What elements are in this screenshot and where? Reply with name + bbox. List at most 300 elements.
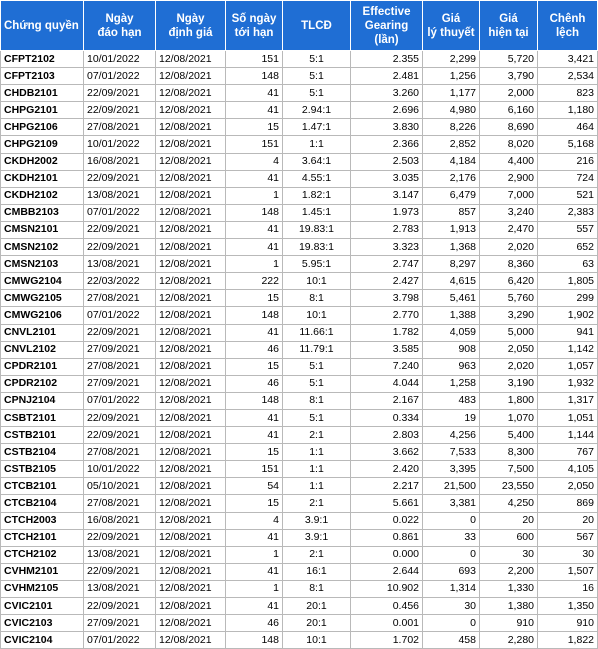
cell-effective-gearing: 3.585 bbox=[351, 341, 423, 358]
table-row bbox=[1, 102, 598, 119]
cell-warrant-code: CMSN2101 bbox=[1, 221, 84, 238]
cell-conversion-ratio: 3.9:1 bbox=[283, 512, 351, 529]
cell-current-price: 3,240 bbox=[480, 204, 538, 221]
cell-valuation-date: 12/08/2021 bbox=[156, 478, 226, 495]
cell-valuation-date: 12/08/2021 bbox=[156, 51, 226, 68]
cell-difference: 1,822 bbox=[538, 632, 598, 649]
cell-current-price: 7,000 bbox=[480, 187, 538, 204]
cell-warrant-code: CVHM2101 bbox=[1, 563, 84, 580]
cell-warrant-code: CKDH2002 bbox=[1, 153, 84, 170]
cell-effective-gearing: 3.798 bbox=[351, 290, 423, 307]
cell-days-to-maturity: 46 bbox=[226, 375, 283, 392]
cell-current-price: 23,550 bbox=[480, 478, 538, 495]
cell-effective-gearing: 3.260 bbox=[351, 85, 423, 102]
cell-difference: 1,142 bbox=[538, 341, 598, 358]
cell-days-to-maturity: 148 bbox=[226, 392, 283, 409]
cell-effective-gearing: 2.366 bbox=[351, 136, 423, 153]
header-conversion-ratio: TLCĐ bbox=[283, 1, 351, 51]
cell-effective-gearing: 2.355 bbox=[351, 51, 423, 68]
cell-valuation-date: 12/08/2021 bbox=[156, 444, 226, 461]
cell-theoretical-price: 1,388 bbox=[423, 307, 480, 324]
cell-effective-gearing: 5.661 bbox=[351, 495, 423, 512]
cell-conversion-ratio: 5:1 bbox=[283, 85, 351, 102]
cell-theoretical-price: 908 bbox=[423, 341, 480, 358]
cell-maturity-date: 07/01/2022 bbox=[84, 204, 156, 221]
cell-effective-gearing: 1.702 bbox=[351, 632, 423, 649]
cell-valuation-date: 12/08/2021 bbox=[156, 529, 226, 546]
cell-warrant-code: CVHM2105 bbox=[1, 580, 84, 597]
cell-effective-gearing: 2.803 bbox=[351, 427, 423, 444]
cell-maturity-date: 07/01/2022 bbox=[84, 68, 156, 85]
cell-maturity-date: 22/09/2021 bbox=[84, 221, 156, 238]
cell-current-price: 6,160 bbox=[480, 102, 538, 119]
cell-difference: 2,534 bbox=[538, 68, 598, 85]
cell-theoretical-price: 0 bbox=[423, 512, 480, 529]
cell-valuation-date: 12/08/2021 bbox=[156, 102, 226, 119]
cell-valuation-date: 12/08/2021 bbox=[156, 615, 226, 632]
cell-warrant-code: CMWG2105 bbox=[1, 290, 84, 307]
cell-theoretical-price: 6,479 bbox=[423, 187, 480, 204]
table-row bbox=[1, 204, 598, 221]
cell-maturity-date: 07/01/2022 bbox=[84, 392, 156, 409]
cell-valuation-date: 12/08/2021 bbox=[156, 461, 226, 478]
cell-warrant-code: CKDH2102 bbox=[1, 187, 84, 204]
cell-days-to-maturity: 222 bbox=[226, 273, 283, 290]
cell-warrant-code: CPDR2102 bbox=[1, 375, 84, 392]
cell-warrant-code: CMSN2103 bbox=[1, 256, 84, 273]
table-row bbox=[1, 68, 598, 85]
cell-valuation-date: 12/08/2021 bbox=[156, 546, 226, 563]
cell-warrant-code: CMWG2106 bbox=[1, 307, 84, 324]
cell-conversion-ratio: 1:1 bbox=[283, 444, 351, 461]
cell-difference: 910 bbox=[538, 615, 598, 632]
cell-current-price: 2,020 bbox=[480, 239, 538, 256]
cell-conversion-ratio: 10:1 bbox=[283, 307, 351, 324]
cell-days-to-maturity: 54 bbox=[226, 478, 283, 495]
cell-theoretical-price: 3,381 bbox=[423, 495, 480, 512]
cell-difference: 464 bbox=[538, 119, 598, 136]
table-row bbox=[1, 444, 598, 461]
cell-maturity-date: 07/01/2022 bbox=[84, 632, 156, 649]
cell-conversion-ratio: 11.66:1 bbox=[283, 324, 351, 341]
cell-valuation-date: 12/08/2021 bbox=[156, 375, 226, 392]
cell-maturity-date: 10/01/2022 bbox=[84, 461, 156, 478]
table-row bbox=[1, 358, 598, 375]
cell-theoretical-price: 1,177 bbox=[423, 85, 480, 102]
cell-maturity-date: 27/08/2021 bbox=[84, 290, 156, 307]
table-header bbox=[1, 1, 598, 51]
cell-current-price: 2,280 bbox=[480, 632, 538, 649]
cell-valuation-date: 12/08/2021 bbox=[156, 324, 226, 341]
cell-difference: 1,057 bbox=[538, 358, 598, 375]
cell-warrant-code: CPNJ2104 bbox=[1, 392, 84, 409]
cell-current-price: 2,200 bbox=[480, 563, 538, 580]
cell-theoretical-price: 4,256 bbox=[423, 427, 480, 444]
cell-days-to-maturity: 15 bbox=[226, 290, 283, 307]
table-row bbox=[1, 529, 598, 546]
table-row bbox=[1, 221, 598, 238]
cell-effective-gearing: 2.783 bbox=[351, 221, 423, 238]
cell-days-to-maturity: 46 bbox=[226, 341, 283, 358]
cell-theoretical-price: 483 bbox=[423, 392, 480, 409]
cell-effective-gearing: 3.830 bbox=[351, 119, 423, 136]
cell-theoretical-price: 7,533 bbox=[423, 444, 480, 461]
cell-current-price: 5,720 bbox=[480, 51, 538, 68]
cell-valuation-date: 12/08/2021 bbox=[156, 221, 226, 238]
cell-current-price: 8,360 bbox=[480, 256, 538, 273]
cell-days-to-maturity: 41 bbox=[226, 170, 283, 187]
cell-theoretical-price: 2,852 bbox=[423, 136, 480, 153]
cell-days-to-maturity: 15 bbox=[226, 358, 283, 375]
cell-valuation-date: 12/08/2021 bbox=[156, 392, 226, 409]
cell-warrant-code: CFPT2102 bbox=[1, 51, 84, 68]
cell-theoretical-price: 30 bbox=[423, 598, 480, 615]
cell-difference: 5,168 bbox=[538, 136, 598, 153]
cell-theoretical-price: 693 bbox=[423, 563, 480, 580]
cell-difference: 823 bbox=[538, 85, 598, 102]
cell-theoretical-price: 19 bbox=[423, 409, 480, 426]
cell-difference: 652 bbox=[538, 239, 598, 256]
cell-current-price: 1,330 bbox=[480, 580, 538, 597]
table-row bbox=[1, 341, 598, 358]
table-row bbox=[1, 136, 598, 153]
cell-effective-gearing: 3.662 bbox=[351, 444, 423, 461]
cell-difference: 1,805 bbox=[538, 273, 598, 290]
cell-theoretical-price: 21,500 bbox=[423, 478, 480, 495]
cell-current-price: 5,400 bbox=[480, 427, 538, 444]
cell-maturity-date: 16/08/2021 bbox=[84, 153, 156, 170]
cell-conversion-ratio: 5:1 bbox=[283, 409, 351, 426]
cell-conversion-ratio: 3.64:1 bbox=[283, 153, 351, 170]
cell-theoretical-price: 4,980 bbox=[423, 102, 480, 119]
cell-theoretical-price: 458 bbox=[423, 632, 480, 649]
cell-difference: 1,180 bbox=[538, 102, 598, 119]
cell-warrant-code: CVIC2101 bbox=[1, 598, 84, 615]
cell-maturity-date: 22/09/2021 bbox=[84, 170, 156, 187]
cell-effective-gearing: 2.747 bbox=[351, 256, 423, 273]
cell-warrant-code: CMWG2104 bbox=[1, 273, 84, 290]
cell-theoretical-price: 1,368 bbox=[423, 239, 480, 256]
cell-days-to-maturity: 41 bbox=[226, 239, 283, 256]
cell-current-price: 8,300 bbox=[480, 444, 538, 461]
cell-effective-gearing: 0.456 bbox=[351, 598, 423, 615]
cell-warrant-code: CSBT2101 bbox=[1, 409, 84, 426]
cell-valuation-date: 12/08/2021 bbox=[156, 307, 226, 324]
table-row bbox=[1, 392, 598, 409]
cell-conversion-ratio: 1:1 bbox=[283, 136, 351, 153]
cell-difference: 1,350 bbox=[538, 598, 598, 615]
cell-valuation-date: 12/08/2021 bbox=[156, 273, 226, 290]
cell-theoretical-price: 4,184 bbox=[423, 153, 480, 170]
cell-conversion-ratio: 8:1 bbox=[283, 392, 351, 409]
cell-theoretical-price: 1,258 bbox=[423, 375, 480, 392]
cell-difference: 30 bbox=[538, 546, 598, 563]
cell-difference: 567 bbox=[538, 529, 598, 546]
cell-valuation-date: 12/08/2021 bbox=[156, 632, 226, 649]
cell-current-price: 2,900 bbox=[480, 170, 538, 187]
cell-days-to-maturity: 148 bbox=[226, 307, 283, 324]
cell-current-price: 2,470 bbox=[480, 221, 538, 238]
cell-valuation-date: 12/08/2021 bbox=[156, 153, 226, 170]
cell-current-price: 2,000 bbox=[480, 85, 538, 102]
table-row bbox=[1, 307, 598, 324]
cell-valuation-date: 12/08/2021 bbox=[156, 341, 226, 358]
table-row bbox=[1, 324, 598, 341]
cell-current-price: 8,020 bbox=[480, 136, 538, 153]
cell-warrant-code: CTCB2104 bbox=[1, 495, 84, 512]
cell-effective-gearing: 0.022 bbox=[351, 512, 423, 529]
cell-maturity-date: 22/09/2021 bbox=[84, 324, 156, 341]
cell-days-to-maturity: 148 bbox=[226, 68, 283, 85]
cell-maturity-date: 22/09/2021 bbox=[84, 598, 156, 615]
table-row bbox=[1, 563, 598, 580]
cell-warrant-code: CTCH2102 bbox=[1, 546, 84, 563]
cell-difference: 557 bbox=[538, 221, 598, 238]
cell-warrant-code: CHDB2101 bbox=[1, 85, 84, 102]
cell-maturity-date: 22/09/2021 bbox=[84, 102, 156, 119]
cell-warrant-code: CTCH2101 bbox=[1, 529, 84, 546]
cell-current-price: 600 bbox=[480, 529, 538, 546]
cell-difference: 16 bbox=[538, 580, 598, 597]
cell-warrant-code: CVIC2103 bbox=[1, 615, 84, 632]
cell-maturity-date: 10/01/2022 bbox=[84, 51, 156, 68]
cell-difference: 1,902 bbox=[538, 307, 598, 324]
cell-maturity-date: 27/09/2021 bbox=[84, 341, 156, 358]
cell-maturity-date: 13/08/2021 bbox=[84, 256, 156, 273]
cell-warrant-code: CNVL2102 bbox=[1, 341, 84, 358]
header-days-to-maturity: Số ngày tới hạn bbox=[226, 1, 283, 51]
cell-maturity-date: 22/09/2021 bbox=[84, 427, 156, 444]
cell-conversion-ratio: 1:1 bbox=[283, 478, 351, 495]
cell-theoretical-price: 8,297 bbox=[423, 256, 480, 273]
cell-valuation-date: 12/08/2021 bbox=[156, 427, 226, 444]
cell-warrant-code: CNVL2101 bbox=[1, 324, 84, 341]
cell-difference: 299 bbox=[538, 290, 598, 307]
cell-difference: 1,507 bbox=[538, 563, 598, 580]
cell-days-to-maturity: 41 bbox=[226, 102, 283, 119]
cell-current-price: 2,020 bbox=[480, 358, 538, 375]
cell-effective-gearing: 3.323 bbox=[351, 239, 423, 256]
table-row bbox=[1, 153, 598, 170]
cell-days-to-maturity: 148 bbox=[226, 204, 283, 221]
cell-current-price: 20 bbox=[480, 512, 538, 529]
cell-effective-gearing: 2.696 bbox=[351, 102, 423, 119]
cell-warrant-code: CSTB2101 bbox=[1, 427, 84, 444]
cell-warrant-code: CSTB2104 bbox=[1, 444, 84, 461]
cell-current-price: 3,790 bbox=[480, 68, 538, 85]
cell-days-to-maturity: 4 bbox=[226, 512, 283, 529]
cell-warrant-code: CPDR2101 bbox=[1, 358, 84, 375]
cell-theoretical-price: 5,461 bbox=[423, 290, 480, 307]
cell-maturity-date: 13/08/2021 bbox=[84, 546, 156, 563]
cell-warrant-code: CMSN2102 bbox=[1, 239, 84, 256]
cell-effective-gearing: 2.503 bbox=[351, 153, 423, 170]
header-warrant-code: Chứng quyền bbox=[1, 1, 84, 51]
cell-maturity-date: 22/09/2021 bbox=[84, 85, 156, 102]
cell-conversion-ratio: 19.83:1 bbox=[283, 221, 351, 238]
cell-valuation-date: 12/08/2021 bbox=[156, 563, 226, 580]
cell-current-price: 7,500 bbox=[480, 461, 538, 478]
table-row bbox=[1, 290, 598, 307]
cell-days-to-maturity: 1 bbox=[226, 187, 283, 204]
cell-valuation-date: 12/08/2021 bbox=[156, 290, 226, 307]
cell-days-to-maturity: 41 bbox=[226, 529, 283, 546]
cell-days-to-maturity: 15 bbox=[226, 495, 283, 512]
cell-days-to-maturity: 41 bbox=[226, 324, 283, 341]
cell-conversion-ratio: 10:1 bbox=[283, 632, 351, 649]
cell-warrant-code: CTCH2003 bbox=[1, 512, 84, 529]
cell-theoretical-price: 1,913 bbox=[423, 221, 480, 238]
table-row bbox=[1, 51, 598, 68]
cell-conversion-ratio: 10:1 bbox=[283, 273, 351, 290]
cell-current-price: 8,690 bbox=[480, 119, 538, 136]
cell-days-to-maturity: 148 bbox=[226, 632, 283, 649]
table-row bbox=[1, 461, 598, 478]
cell-theoretical-price: 1,314 bbox=[423, 580, 480, 597]
cell-valuation-date: 12/08/2021 bbox=[156, 512, 226, 529]
cell-days-to-maturity: 46 bbox=[226, 615, 283, 632]
header-effective-gearing: Effective Gearing (lần) bbox=[351, 1, 423, 51]
cell-conversion-ratio: 4.55:1 bbox=[283, 170, 351, 187]
cell-days-to-maturity: 151 bbox=[226, 51, 283, 68]
cell-current-price: 30 bbox=[480, 546, 538, 563]
cell-warrant-code: CVIC2104 bbox=[1, 632, 84, 649]
table-row bbox=[1, 615, 598, 632]
cell-theoretical-price: 4,615 bbox=[423, 273, 480, 290]
cell-maturity-date: 22/09/2021 bbox=[84, 529, 156, 546]
cell-difference: 1,932 bbox=[538, 375, 598, 392]
cell-conversion-ratio: 1:1 bbox=[283, 461, 351, 478]
cell-difference: 1,144 bbox=[538, 427, 598, 444]
cell-difference: 4,105 bbox=[538, 461, 598, 478]
cell-maturity-date: 27/08/2021 bbox=[84, 495, 156, 512]
cell-conversion-ratio: 2.94:1 bbox=[283, 102, 351, 119]
cell-difference: 20 bbox=[538, 512, 598, 529]
cell-days-to-maturity: 1 bbox=[226, 546, 283, 563]
cell-conversion-ratio: 1.47:1 bbox=[283, 119, 351, 136]
cell-effective-gearing: 3.147 bbox=[351, 187, 423, 204]
table-row bbox=[1, 256, 598, 273]
cell-difference: 2,050 bbox=[538, 478, 598, 495]
cell-theoretical-price: 857 bbox=[423, 204, 480, 221]
cell-conversion-ratio: 5:1 bbox=[283, 68, 351, 85]
cell-current-price: 2,050 bbox=[480, 341, 538, 358]
table-row bbox=[1, 632, 598, 649]
table-row bbox=[1, 85, 598, 102]
table-row bbox=[1, 546, 598, 563]
table-row bbox=[1, 409, 598, 426]
cell-conversion-ratio: 5:1 bbox=[283, 375, 351, 392]
cell-current-price: 1,070 bbox=[480, 409, 538, 426]
table-row bbox=[1, 427, 598, 444]
cell-maturity-date: 13/08/2021 bbox=[84, 187, 156, 204]
cell-theoretical-price: 3,395 bbox=[423, 461, 480, 478]
cell-effective-gearing: 2.481 bbox=[351, 68, 423, 85]
cell-current-price: 910 bbox=[480, 615, 538, 632]
cell-theoretical-price: 2,299 bbox=[423, 51, 480, 68]
cell-days-to-maturity: 1 bbox=[226, 580, 283, 597]
cell-conversion-ratio: 2:1 bbox=[283, 495, 351, 512]
cell-warrant-code: CTCB2101 bbox=[1, 478, 84, 495]
cell-valuation-date: 12/08/2021 bbox=[156, 239, 226, 256]
cell-days-to-maturity: 41 bbox=[226, 598, 283, 615]
table-body bbox=[1, 51, 598, 649]
cell-effective-gearing: 2.770 bbox=[351, 307, 423, 324]
cell-conversion-ratio: 2:1 bbox=[283, 427, 351, 444]
cell-difference: 724 bbox=[538, 170, 598, 187]
table-row bbox=[1, 187, 598, 204]
cell-days-to-maturity: 4 bbox=[226, 153, 283, 170]
cell-difference: 2,383 bbox=[538, 204, 598, 221]
cell-warrant-code: CSTB2105 bbox=[1, 461, 84, 478]
cell-valuation-date: 12/08/2021 bbox=[156, 119, 226, 136]
header-theoretical-price: Giá lý thuyết bbox=[423, 1, 480, 51]
cell-effective-gearing: 1.973 bbox=[351, 204, 423, 221]
cell-difference: 216 bbox=[538, 153, 598, 170]
cell-valuation-date: 12/08/2021 bbox=[156, 187, 226, 204]
cell-conversion-ratio: 1.82:1 bbox=[283, 187, 351, 204]
cell-effective-gearing: 0.334 bbox=[351, 409, 423, 426]
table-row bbox=[1, 512, 598, 529]
cell-conversion-ratio: 5.95:1 bbox=[283, 256, 351, 273]
cell-conversion-ratio: 1.45:1 bbox=[283, 204, 351, 221]
cell-effective-gearing: 4.044 bbox=[351, 375, 423, 392]
cell-difference: 1,317 bbox=[538, 392, 598, 409]
cell-effective-gearing: 0.861 bbox=[351, 529, 423, 546]
cell-conversion-ratio: 19.83:1 bbox=[283, 239, 351, 256]
cell-maturity-date: 22/09/2021 bbox=[84, 563, 156, 580]
cell-difference: 941 bbox=[538, 324, 598, 341]
cell-effective-gearing: 2.217 bbox=[351, 478, 423, 495]
cell-maturity-date: 27/08/2021 bbox=[84, 358, 156, 375]
cell-conversion-ratio: 5:1 bbox=[283, 358, 351, 375]
cell-warrant-code: CFPT2103 bbox=[1, 68, 84, 85]
cell-current-price: 1,800 bbox=[480, 392, 538, 409]
table-row bbox=[1, 375, 598, 392]
cell-maturity-date: 10/01/2022 bbox=[84, 136, 156, 153]
cell-days-to-maturity: 41 bbox=[226, 409, 283, 426]
cell-current-price: 6,420 bbox=[480, 273, 538, 290]
cell-theoretical-price: 33 bbox=[423, 529, 480, 546]
cell-current-price: 3,190 bbox=[480, 375, 538, 392]
header-maturity-date: Ngày đáo hạn bbox=[84, 1, 156, 51]
cell-theoretical-price: 4,059 bbox=[423, 324, 480, 341]
cell-maturity-date: 22/09/2021 bbox=[84, 409, 156, 426]
header-valuation-date: Ngày định giá bbox=[156, 1, 226, 51]
table-row bbox=[1, 170, 598, 187]
cell-valuation-date: 12/08/2021 bbox=[156, 256, 226, 273]
cell-days-to-maturity: 41 bbox=[226, 221, 283, 238]
cell-effective-gearing: 2.167 bbox=[351, 392, 423, 409]
cell-difference: 521 bbox=[538, 187, 598, 204]
table-row bbox=[1, 598, 598, 615]
cell-days-to-maturity: 151 bbox=[226, 136, 283, 153]
cell-current-price: 5,000 bbox=[480, 324, 538, 341]
cell-conversion-ratio: 11.79:1 bbox=[283, 341, 351, 358]
cell-current-price: 5,760 bbox=[480, 290, 538, 307]
header-difference: Chênh lệch bbox=[538, 1, 598, 51]
cell-days-to-maturity: 15 bbox=[226, 444, 283, 461]
cell-valuation-date: 12/08/2021 bbox=[156, 170, 226, 187]
header-row bbox=[1, 1, 598, 51]
table-row bbox=[1, 495, 598, 512]
cell-valuation-date: 12/08/2021 bbox=[156, 68, 226, 85]
table-row bbox=[1, 239, 598, 256]
cell-valuation-date: 12/08/2021 bbox=[156, 136, 226, 153]
cell-valuation-date: 12/08/2021 bbox=[156, 409, 226, 426]
cell-maturity-date: 27/08/2021 bbox=[84, 119, 156, 136]
cell-maturity-date: 27/09/2021 bbox=[84, 375, 156, 392]
